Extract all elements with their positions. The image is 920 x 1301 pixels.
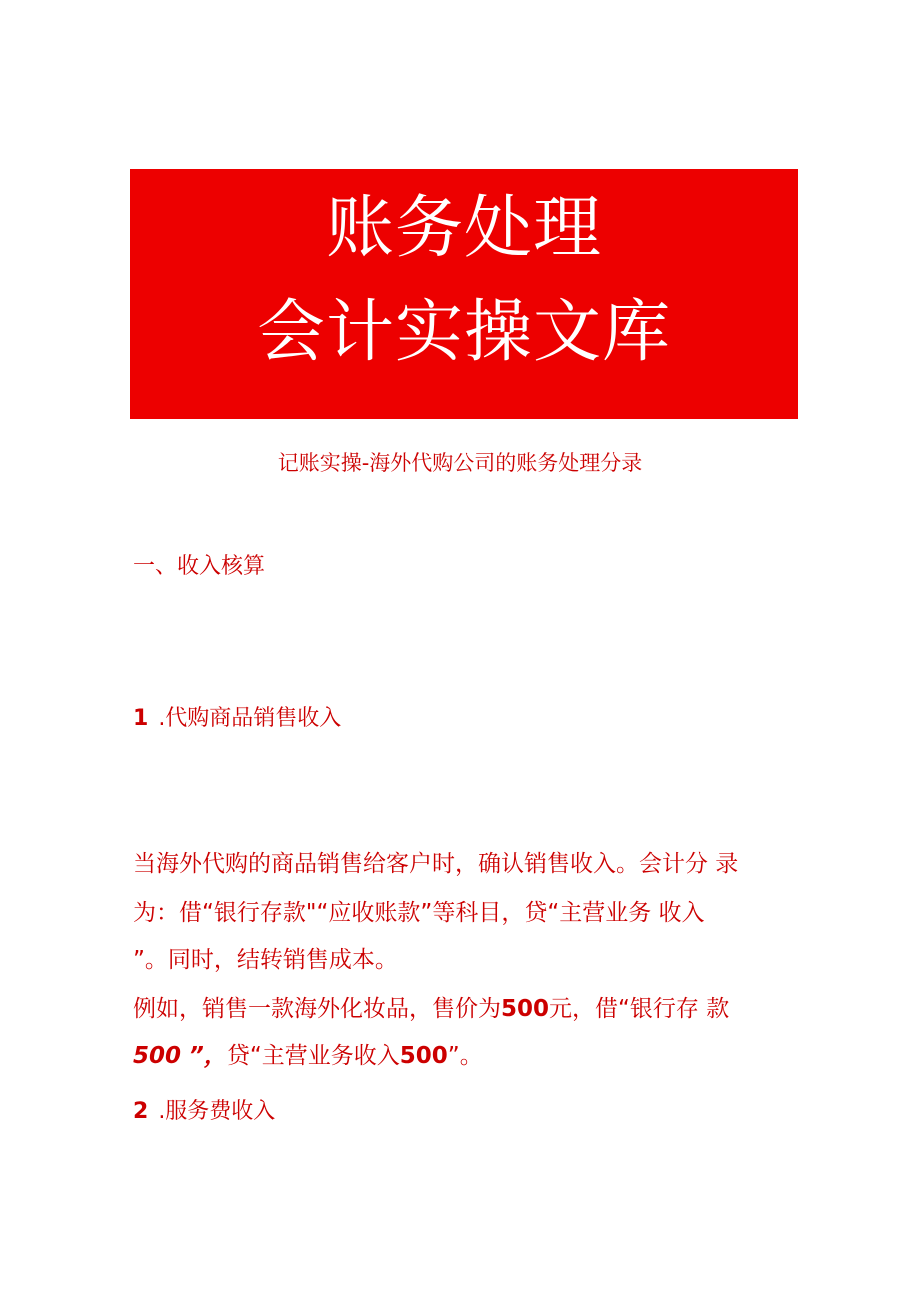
item-heading-1 [133, 703, 341, 735]
item-heading-2 [133, 1096, 275, 1128]
banner-title-line-2: 会计实操文库 [256, 293, 671, 372]
paragraph-line [133, 993, 793, 1025]
paragraph-line: 当海外代购的商品销售给客户时，确认销售收入。会计分 录 [133, 851, 739, 877]
paragraph-line: ”。同时，结转销售成本。 [133, 947, 398, 973]
paragraph-line: 为：借“银行存款"“应收账款”等科目，贷“主营业务 收入 [133, 900, 705, 926]
paragraph-line [133, 1040, 793, 1072]
text-segment: 例如，销售一款海外化妆品，售价为 [133, 996, 501, 1022]
amount-value: 500 [399, 1043, 448, 1069]
amount-value: 500 ”， [133, 1043, 227, 1069]
text-segment: 元，借“银行存 款 [549, 996, 730, 1022]
item-title: .代购商品销售收入 [158, 706, 342, 731]
item-title: .服务费收入 [158, 1099, 276, 1124]
section-heading: 一、收入核算 [133, 554, 266, 579]
item-number: 1 [133, 706, 149, 731]
text-segment: 贷“主营业务收入 [226, 1043, 400, 1069]
text-segment: ”。 [447, 1043, 483, 1069]
item-number: 2 [133, 1099, 149, 1124]
banner-title-line-1: 账务处理 [325, 189, 602, 268]
title-banner [130, 169, 798, 419]
amount-value: 500 [501, 996, 550, 1022]
document-subtitle: 记账实操-海外代购公司的账务处理分录 [277, 451, 643, 475]
